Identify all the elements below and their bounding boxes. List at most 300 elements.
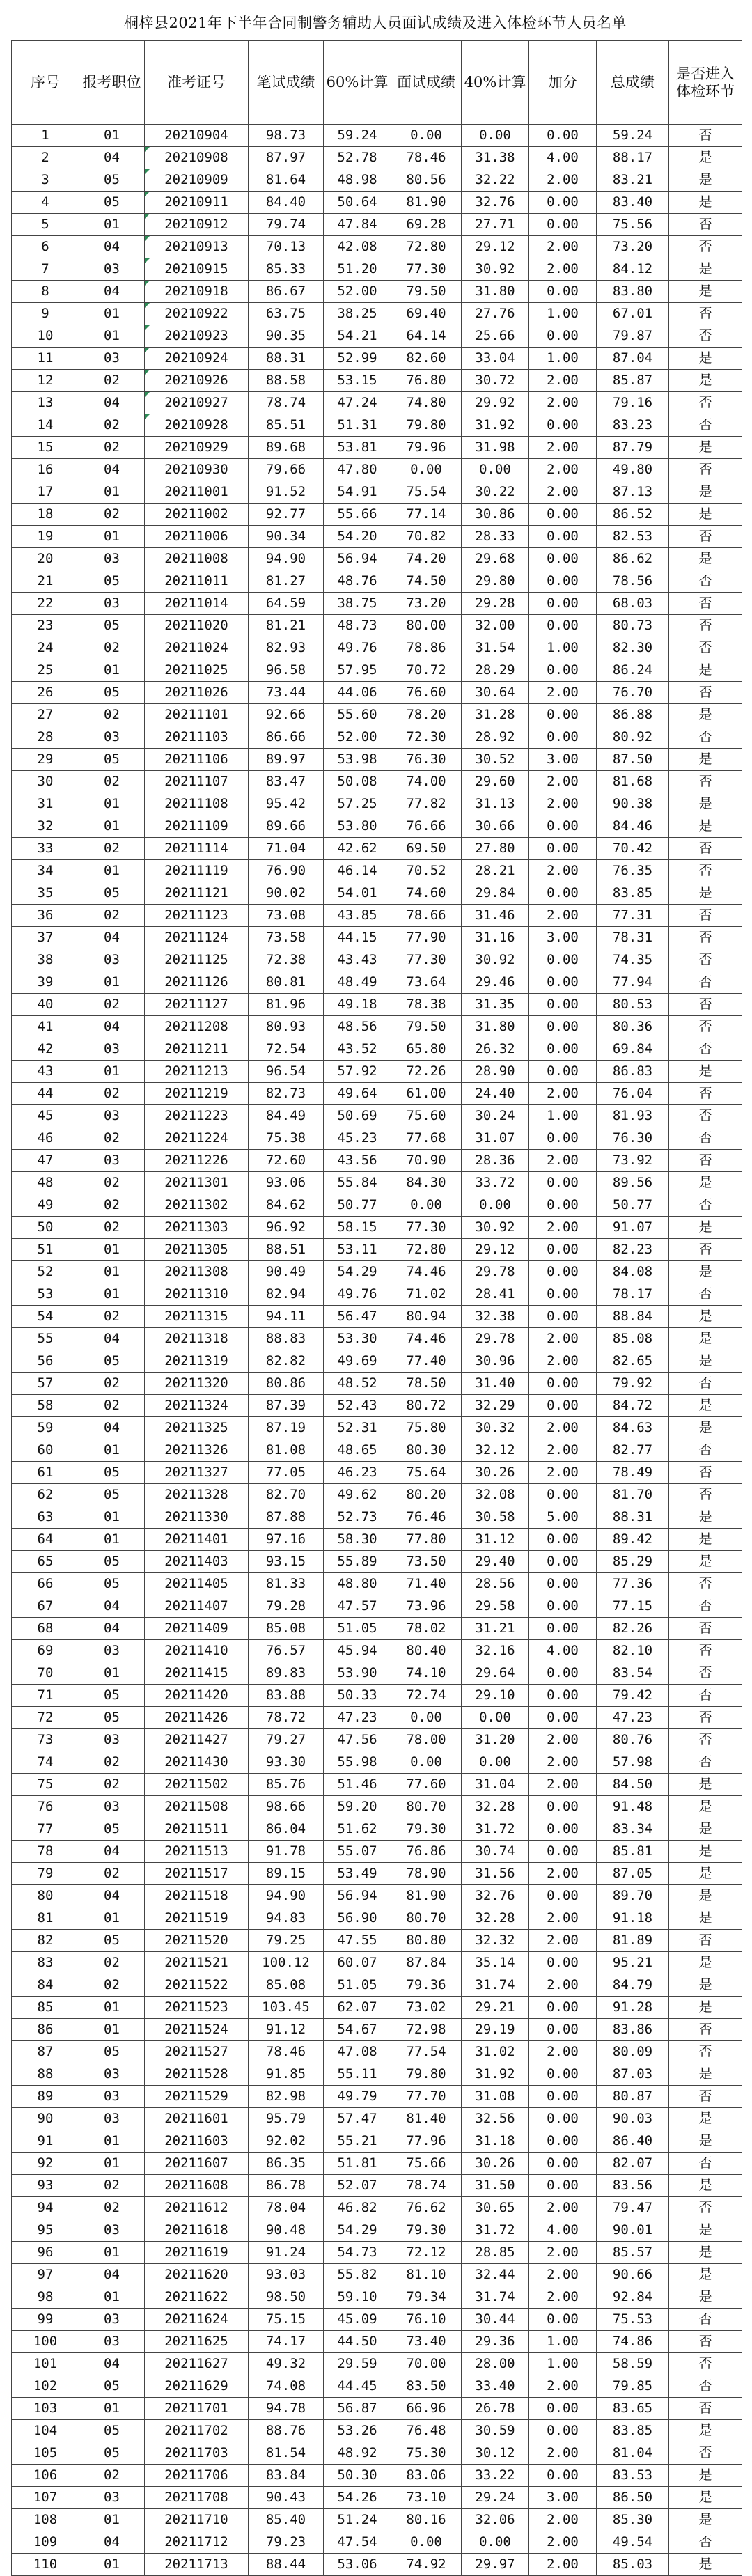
- cell-total-score: 59.24: [597, 125, 669, 147]
- cell-written-60pct: 44.50: [324, 2331, 391, 2353]
- cell-position: 01: [79, 1261, 145, 1283]
- cell-total-score: 84.50: [597, 1774, 669, 1796]
- cell-written-60pct: 53.11: [324, 1239, 391, 1261]
- col-header-bonus: 加分: [529, 41, 597, 125]
- cell-written-60pct: 52.73: [324, 1506, 391, 1529]
- cell-total-score: 67.01: [597, 303, 669, 325]
- table-row: [12, 303, 742, 325]
- cell-total-score: 90.01: [597, 2219, 669, 2242]
- cell-written-score: 85.33: [249, 258, 324, 281]
- cell-enter-medical-exam: 是: [669, 1997, 742, 2019]
- cell-interview-score: 79.36: [391, 1974, 462, 1997]
- cell-position: 05: [79, 1462, 145, 1484]
- cell-interview-40pct: 30.12: [462, 2442, 529, 2465]
- cell-bonus: 2.00: [529, 1863, 597, 1885]
- cell-index: 21: [12, 570, 79, 593]
- cell-interview-score: 75.54: [391, 481, 462, 504]
- cell-written-60pct: 49.18: [324, 994, 391, 1016]
- cell-interview-40pct: 30.65: [462, 2197, 529, 2219]
- cell-written-60pct: 58.15: [324, 1217, 391, 1239]
- cell-total-score: 77.15: [597, 1595, 669, 1618]
- cell-written-60pct: 52.78: [324, 147, 391, 169]
- cell-total-score: 75.53: [597, 2309, 669, 2331]
- cell-interview-score: 74.46: [391, 1261, 462, 1283]
- cell-position: 02: [79, 771, 145, 793]
- cell-bonus: 0.00: [529, 1127, 597, 1150]
- cell-interview-score: 77.54: [391, 2041, 462, 2063]
- cell-index: 89: [12, 2086, 79, 2108]
- cell-interview-score: 76.48: [391, 2420, 462, 2442]
- cell-enter-medical-exam: 否: [669, 860, 742, 882]
- cell-position: 04: [79, 236, 145, 258]
- cell-index: 42: [12, 1038, 79, 1061]
- cell-total-score: 91.28: [597, 1997, 669, 2019]
- cell-written-score: 86.78: [249, 2175, 324, 2197]
- cell-position: 01: [79, 815, 145, 838]
- cell-interview-score: 70.52: [391, 860, 462, 882]
- cell-interview-score: 82.60: [391, 348, 462, 370]
- cell-total-score: 90.38: [597, 793, 669, 815]
- cell-position: 01: [79, 2509, 145, 2531]
- cell-written-score: 98.50: [249, 2286, 324, 2309]
- cell-ticket-number: 20211330: [145, 1506, 249, 1529]
- cell-ticket-number: 20211301: [145, 1172, 249, 1194]
- table-row: [12, 682, 742, 704]
- cell-ticket-number: 20211415: [145, 1662, 249, 1685]
- cell-written-score: 88.31: [249, 348, 324, 370]
- cell-interview-score: 78.50: [391, 1373, 462, 1395]
- table-row: [12, 1997, 742, 2019]
- cell-position: 01: [79, 303, 145, 325]
- cell-interview-score: 77.14: [391, 504, 462, 526]
- table-row: [12, 2264, 742, 2286]
- cell-bonus: 0.00: [529, 2309, 597, 2331]
- cell-position: 05: [79, 1551, 145, 1573]
- cell-ticket-number: 20210913: [145, 236, 249, 258]
- cell-written-score: 79.28: [249, 1595, 324, 1618]
- cell-index: 67: [12, 1595, 79, 1618]
- cell-enter-medical-exam: 是: [669, 1796, 742, 1818]
- cell-bonus: 2.00: [529, 1417, 597, 1439]
- cell-interview-40pct: 29.58: [462, 1595, 529, 1618]
- cell-interview-score: 87.84: [391, 1952, 462, 1974]
- cell-interview-score: 80.80: [391, 1930, 462, 1952]
- cell-written-60pct: 60.07: [324, 1952, 391, 1974]
- cell-ticket-number: 20211513: [145, 1841, 249, 1863]
- cell-index: 34: [12, 860, 79, 882]
- cell-index: 73: [12, 1729, 79, 1751]
- cell-enter-medical-exam: 否: [669, 1439, 742, 1462]
- cell-index: 15: [12, 437, 79, 459]
- cell-interview-40pct: 28.41: [462, 1283, 529, 1306]
- cell-interview-40pct: 28.36: [462, 1150, 529, 1172]
- cell-index: 78: [12, 1841, 79, 1863]
- cell-enter-medical-exam: 否: [669, 1662, 742, 1685]
- table-row: [12, 637, 742, 659]
- cell-interview-score: 72.74: [391, 1685, 462, 1707]
- cell-total-score: 84.79: [597, 1974, 669, 1997]
- cell-written-score: 83.47: [249, 771, 324, 793]
- cell-total-score: 79.47: [597, 2197, 669, 2219]
- cell-bonus: 0.00: [529, 593, 597, 615]
- cell-enter-medical-exam: 是: [669, 192, 742, 214]
- cell-interview-score: 74.10: [391, 1662, 462, 1685]
- cell-written-60pct: 52.00: [324, 281, 391, 303]
- table-row: [12, 1194, 742, 1217]
- cell-written-60pct: 54.91: [324, 481, 391, 504]
- cell-ticket-number: 20211703: [145, 2442, 249, 2465]
- cell-interview-40pct: 30.52: [462, 749, 529, 771]
- cell-interview-score: 75.30: [391, 2442, 462, 2465]
- cell-total-score: 76.30: [597, 1127, 669, 1150]
- cell-interview-40pct: 25.66: [462, 325, 529, 348]
- cell-bonus: 0.00: [529, 1685, 597, 1707]
- results-table: [11, 40, 742, 2576]
- table-row: [12, 2108, 742, 2130]
- cell-position: 02: [79, 2175, 145, 2197]
- cell-total-score: 85.03: [597, 2554, 669, 2576]
- cell-interview-score: 80.40: [391, 1640, 462, 1662]
- cell-index: 26: [12, 682, 79, 704]
- cell-enter-medical-exam: 是: [669, 1551, 742, 1573]
- cell-ticket-number: 20211521: [145, 1952, 249, 1974]
- cell-written-60pct: 54.29: [324, 2219, 391, 2242]
- cell-ticket-number: 20210908: [145, 147, 249, 169]
- cell-written-score: 84.62: [249, 1194, 324, 1217]
- cell-written-60pct: 53.26: [324, 2420, 391, 2442]
- cell-written-score: 79.74: [249, 214, 324, 236]
- cell-written-score: 91.12: [249, 2019, 324, 2041]
- table-row: [12, 1417, 742, 1439]
- cell-written-60pct: 54.20: [324, 526, 391, 548]
- cell-written-score: 84.40: [249, 192, 324, 214]
- cell-written-60pct: 49.76: [324, 1283, 391, 1306]
- cell-total-score: 87.05: [597, 1863, 669, 1885]
- cell-total-score: 80.92: [597, 726, 669, 749]
- cell-bonus: 2.00: [529, 2531, 597, 2554]
- cell-bonus: 2.00: [529, 1150, 597, 1172]
- cell-position: 02: [79, 1373, 145, 1395]
- table-row: [12, 2398, 742, 2420]
- cell-position: 01: [79, 1439, 145, 1462]
- cell-total-score: 57.98: [597, 1751, 669, 1774]
- cell-position: 05: [79, 1930, 145, 1952]
- cell-written-60pct: 55.84: [324, 1172, 391, 1194]
- cell-written-score: 78.46: [249, 2041, 324, 2063]
- cell-interview-40pct: 29.78: [462, 1328, 529, 1350]
- cell-written-60pct: 48.76: [324, 570, 391, 593]
- cell-interview-40pct: 29.28: [462, 593, 529, 615]
- cell-index: 44: [12, 1083, 79, 1105]
- cell-interview-score: 77.68: [391, 1127, 462, 1150]
- cell-interview-score: 76.66: [391, 815, 462, 838]
- cell-written-60pct: 55.89: [324, 1551, 391, 1573]
- cell-bonus: 0.00: [529, 949, 597, 971]
- cell-bonus: 2.00: [529, 2442, 597, 2465]
- cell-interview-score: 81.90: [391, 192, 462, 214]
- cell-ticket-number: 20211219: [145, 1083, 249, 1105]
- cell-written-60pct: 50.33: [324, 1685, 391, 1707]
- cell-total-score: 83.34: [597, 1818, 669, 1841]
- cell-written-score: 80.93: [249, 1016, 324, 1038]
- table-row: [12, 1061, 742, 1083]
- cell-index: 58: [12, 1395, 79, 1417]
- cell-ticket-number: 20210929: [145, 437, 249, 459]
- cell-enter-medical-exam: 是: [669, 1417, 742, 1439]
- cell-written-60pct: 48.98: [324, 169, 391, 192]
- cell-written-60pct: 51.20: [324, 258, 391, 281]
- cell-written-score: 80.81: [249, 971, 324, 994]
- cell-written-60pct: 59.10: [324, 2286, 391, 2309]
- cell-bonus: 0.00: [529, 1529, 597, 1551]
- cell-position: 01: [79, 2153, 145, 2175]
- cell-total-score: 87.79: [597, 437, 669, 459]
- cell-interview-score: 76.80: [391, 370, 462, 392]
- cell-index: 64: [12, 1529, 79, 1551]
- table-row: [12, 2465, 742, 2487]
- table-row: [12, 2063, 742, 2086]
- cell-interview-40pct: 29.19: [462, 2019, 529, 2041]
- cell-interview-score: 71.40: [391, 1573, 462, 1595]
- cell-interview-score: 72.80: [391, 236, 462, 258]
- cell-bonus: 4.00: [529, 2219, 597, 2242]
- cell-total-score: 86.24: [597, 659, 669, 682]
- cell-ticket-number: 20211020: [145, 615, 249, 637]
- cell-position: 05: [79, 2442, 145, 2465]
- cell-position: 04: [79, 147, 145, 169]
- cell-position: 04: [79, 1841, 145, 1863]
- cell-ticket-number: 20211713: [145, 2554, 249, 2576]
- cell-written-score: 89.83: [249, 1662, 324, 1685]
- cell-index: 77: [12, 1818, 79, 1841]
- cell-bonus: 0.00: [529, 1172, 597, 1194]
- cell-total-score: 83.80: [597, 281, 669, 303]
- cell-written-score: 87.97: [249, 147, 324, 169]
- cell-written-score: 88.58: [249, 370, 324, 392]
- cell-interview-40pct: 30.72: [462, 370, 529, 392]
- cell-total-score: 92.84: [597, 2286, 669, 2309]
- cell-position: 03: [79, 2487, 145, 2509]
- cell-interview-40pct: 30.24: [462, 1105, 529, 1127]
- cell-position: 02: [79, 1217, 145, 1239]
- cell-interview-score: 0.00: [391, 125, 462, 147]
- cell-bonus: 5.00: [529, 1506, 597, 1529]
- cell-enter-medical-exam: 是: [669, 1863, 742, 1885]
- cell-enter-medical-exam: 是: [669, 749, 742, 771]
- cell-total-score: 82.07: [597, 2153, 669, 2175]
- cell-index: 51: [12, 1239, 79, 1261]
- cell-total-score: 90.66: [597, 2264, 669, 2286]
- cell-total-score: 78.49: [597, 1462, 669, 1484]
- table-row: [12, 905, 742, 927]
- cell-index: 41: [12, 1016, 79, 1038]
- cell-enter-medical-exam: 否: [669, 994, 742, 1016]
- cell-interview-40pct: 32.44: [462, 2264, 529, 2286]
- cell-written-60pct: 55.98: [324, 1751, 391, 1774]
- cell-interview-40pct: 30.64: [462, 682, 529, 704]
- cell-index: 66: [12, 1573, 79, 1595]
- cell-interview-40pct: 29.84: [462, 882, 529, 905]
- cell-index: 47: [12, 1150, 79, 1172]
- cell-written-score: 77.05: [249, 1462, 324, 1484]
- cell-written-60pct: 56.90: [324, 1907, 391, 1930]
- cell-written-score: 74.08: [249, 2375, 324, 2398]
- cell-position: 01: [79, 860, 145, 882]
- cell-ticket-number: 20210904: [145, 125, 249, 147]
- cell-enter-medical-exam: 是: [669, 1841, 742, 1863]
- col-header-written-score: 笔试成绩: [249, 41, 324, 125]
- cell-written-score: 76.90: [249, 860, 324, 882]
- cell-total-score: 76.04: [597, 1083, 669, 1105]
- cell-position: 03: [79, 2331, 145, 2353]
- cell-written-score: 90.02: [249, 882, 324, 905]
- table-row: [12, 1707, 742, 1729]
- cell-position: 01: [79, 2286, 145, 2309]
- cell-enter-medical-exam: 否: [669, 125, 742, 147]
- cell-ticket-number: 20211126: [145, 971, 249, 994]
- cell-enter-medical-exam: 否: [669, 1462, 742, 1484]
- table-row: [12, 1462, 742, 1484]
- cell-written-60pct: 57.25: [324, 793, 391, 815]
- table-row: [12, 793, 742, 815]
- cell-interview-40pct: 30.86: [462, 504, 529, 526]
- table-row: [12, 548, 742, 570]
- cell-enter-medical-exam: 是: [669, 2130, 742, 2153]
- cell-position: 02: [79, 838, 145, 860]
- table-row: [12, 1283, 742, 1306]
- cell-position: 01: [79, 1997, 145, 2019]
- cell-enter-medical-exam: 否: [669, 2353, 742, 2375]
- cell-written-60pct: 38.25: [324, 303, 391, 325]
- cell-index: 53: [12, 1283, 79, 1306]
- cell-total-score: 79.92: [597, 1373, 669, 1395]
- cell-interview-40pct: 31.13: [462, 793, 529, 815]
- cell-index: 59: [12, 1417, 79, 1439]
- cell-enter-medical-exam: 是: [669, 2554, 742, 2576]
- cell-ticket-number: 20211426: [145, 1707, 249, 1729]
- cell-total-score: 89.42: [597, 1529, 669, 1551]
- cell-position: 03: [79, 1640, 145, 1662]
- cell-enter-medical-exam: 是: [669, 281, 742, 303]
- table-row: [12, 2086, 742, 2108]
- table-row: [12, 1172, 742, 1194]
- cell-written-60pct: 53.90: [324, 1662, 391, 1685]
- cell-position: 01: [79, 971, 145, 994]
- cell-interview-40pct: 31.16: [462, 927, 529, 949]
- cell-interview-40pct: 33.04: [462, 348, 529, 370]
- table-row: [12, 615, 742, 637]
- cell-written-score: 73.08: [249, 905, 324, 927]
- cell-position: 03: [79, 2086, 145, 2108]
- cell-interview-score: 77.30: [391, 258, 462, 281]
- cell-position: 01: [79, 1506, 145, 1529]
- cell-interview-40pct: 0.00: [462, 1194, 529, 1217]
- cell-written-score: 89.66: [249, 815, 324, 838]
- cell-interview-score: 79.50: [391, 281, 462, 303]
- cell-ticket-number: 20211624: [145, 2309, 249, 2331]
- cell-total-score: 84.08: [597, 1261, 669, 1283]
- cell-total-score: 80.53: [597, 994, 669, 1016]
- cell-bonus: 2.00: [529, 905, 597, 927]
- cell-interview-40pct: 31.21: [462, 1618, 529, 1640]
- cell-interview-40pct: 32.56: [462, 2108, 529, 2130]
- cell-enter-medical-exam: 是: [669, 2264, 742, 2286]
- cell-interview-score: 65.80: [391, 1038, 462, 1061]
- cell-index: 74: [12, 1751, 79, 1774]
- cell-index: 84: [12, 1974, 79, 1997]
- table-row: [12, 1506, 742, 1529]
- cell-total-score: 69.84: [597, 1038, 669, 1061]
- cell-index: 91: [12, 2130, 79, 2153]
- cell-bonus: 3.00: [529, 927, 597, 949]
- cell-total-score: 83.85: [597, 882, 669, 905]
- table-row: [12, 1774, 742, 1796]
- cell-ticket-number: 20211712: [145, 2531, 249, 2554]
- cell-interview-score: 73.96: [391, 1595, 462, 1618]
- cell-index: 56: [12, 1350, 79, 1373]
- cell-index: 71: [12, 1685, 79, 1707]
- cell-written-60pct: 47.23: [324, 1707, 391, 1729]
- cell-index: 24: [12, 637, 79, 659]
- cell-interview-score: 72.30: [391, 726, 462, 749]
- cell-position: 02: [79, 1083, 145, 1105]
- cell-written-60pct: 44.15: [324, 927, 391, 949]
- cell-written-score: 98.66: [249, 1796, 324, 1818]
- header-row: [12, 41, 742, 125]
- cell-bonus: 2.00: [529, 2554, 597, 2576]
- cell-bonus: 1.00: [529, 348, 597, 370]
- cell-interview-40pct: 28.33: [462, 526, 529, 548]
- cell-written-60pct: 52.31: [324, 1417, 391, 1439]
- cell-index: 65: [12, 1551, 79, 1573]
- cell-enter-medical-exam: 是: [669, 2487, 742, 2509]
- cell-interview-40pct: 28.85: [462, 2242, 529, 2264]
- cell-written-60pct: 43.56: [324, 1150, 391, 1172]
- cell-written-60pct: 47.84: [324, 214, 391, 236]
- table-row: [12, 2153, 742, 2175]
- cell-position: 03: [79, 1038, 145, 1061]
- cell-position: 01: [79, 325, 145, 348]
- cell-bonus: 1.00: [529, 2331, 597, 2353]
- cell-total-score: 88.84: [597, 1306, 669, 1328]
- cell-bonus: 0.00: [529, 615, 597, 637]
- cell-total-score: 68.03: [597, 593, 669, 615]
- cell-interview-score: 74.00: [391, 771, 462, 793]
- table-row: [12, 2286, 742, 2309]
- cell-written-score: 96.58: [249, 659, 324, 682]
- cell-index: 8: [12, 281, 79, 303]
- cell-position: 04: [79, 1618, 145, 1640]
- cell-total-score: 81.68: [597, 771, 669, 793]
- cell-total-score: 85.87: [597, 370, 669, 392]
- cell-bonus: 2.00: [529, 1083, 597, 1105]
- cell-written-60pct: 50.69: [324, 1105, 391, 1127]
- table-row: [12, 1841, 742, 1863]
- cell-enter-medical-exam: 是: [669, 704, 742, 726]
- cell-ticket-number: 20211710: [145, 2509, 249, 2531]
- cell-written-score: 92.77: [249, 504, 324, 526]
- table-row: [12, 459, 742, 481]
- cell-index: 104: [12, 2420, 79, 2442]
- cell-written-60pct: 53.06: [324, 2554, 391, 2576]
- cell-enter-medical-exam: 否: [669, 303, 742, 325]
- cell-written-60pct: 48.49: [324, 971, 391, 994]
- cell-enter-medical-exam: 是: [669, 370, 742, 392]
- table-row: [12, 1818, 742, 1841]
- cell-interview-score: 83.50: [391, 2375, 462, 2398]
- cell-position: 02: [79, 704, 145, 726]
- cell-ticket-number: 20211405: [145, 1573, 249, 1595]
